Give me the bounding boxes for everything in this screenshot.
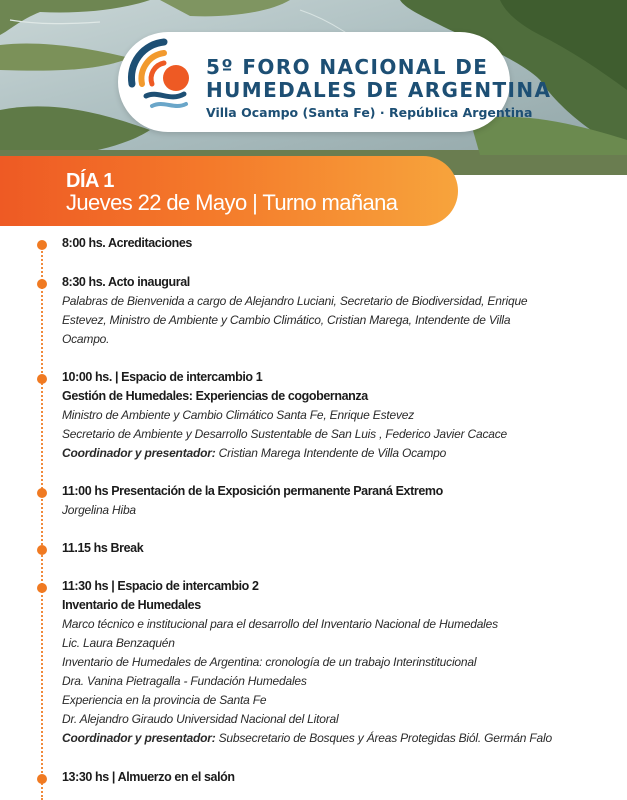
coordinator-label: Coordinador y presentador: [62, 731, 216, 745]
schedule-item [62, 234, 602, 253]
event-title-line2: HUMEDALES DE ARGENTINA [206, 78, 552, 102]
event-logo-icon [124, 38, 204, 124]
schedule-item [62, 768, 602, 787]
schedule-item [62, 539, 602, 558]
schedule-item-title: 10:00 hs. | Espacio de intercambio 1 [62, 370, 263, 384]
schedule-item-title: 11:30 hs | Espacio de intercambio 2 [62, 579, 259, 593]
schedule-item-coordinator [62, 444, 602, 463]
schedule-item-line: Dr. Alejandro Giraudo Universidad Nacional del Litoral [62, 712, 339, 726]
schedule-item-description: Palabras de Bienvenida a cargo de Alejandro Luciani, Secretario de Biodiversidad, Enrique Estevez, Ministro de Ambiente y Cambio Climático, Cristian Marega, Intendente de Villa Ocampo. [62, 294, 528, 346]
schedule-item-line: Ministro de Ambiente y Cambio Climático Santa Fe, Enrique Estevez [62, 408, 415, 422]
timeline-dot [37, 488, 47, 498]
schedule-item-subtitle: Inventario de Humedales [62, 598, 201, 612]
day-label: DÍA 1 [66, 170, 114, 192]
schedule-item-line: Marco técnico e institucional para el desarrollo del Inventario Nacional de Humedales [62, 617, 498, 631]
timeline-dot [37, 279, 47, 289]
coordinator-name: Cristian Marega Intendente de Villa Ocampo [215, 446, 447, 460]
schedule-item-title: 11.15 hs Break [62, 541, 144, 555]
timeline-line [41, 244, 43, 800]
schedule-item-line: Jorgelina Hiba [62, 503, 136, 517]
timeline-dot [37, 240, 47, 250]
schedule-item-line: Secretario de Ambiente y Desarrollo Sustentable de San Luis , Federico Javier Cacace [62, 427, 507, 441]
schedule-item-line: Inventario de Humedales de Argentina: cronología de un trabajo Interinstitucional [62, 655, 477, 669]
schedule-item-title: 8:30 hs. Acto inaugural [62, 275, 190, 289]
schedule-item [62, 368, 602, 463]
schedule-item-subtitle: Gestión de Humedales: Experiencias de cogobernanza [62, 389, 368, 403]
timeline-dot [37, 545, 47, 555]
schedule-item [62, 577, 602, 748]
day-date: Jueves 22 de Mayo | Turno mañana [66, 190, 398, 215]
event-title-line1: 5º FORO NACIONAL DE [206, 55, 489, 79]
coordinator-name: Subsecretario de Bosques y Áreas Protegidas Biól. Germán Falo [215, 731, 552, 745]
schedule-item [62, 482, 602, 520]
schedule-item [62, 273, 602, 349]
event-title [206, 56, 551, 102]
timeline-dot [37, 774, 47, 784]
schedule-item-line: Lic. Laura Benzaquén [62, 636, 175, 650]
timeline-dot [37, 583, 47, 593]
event-location: Villa Ocampo (Santa Fe) · República Argentina [206, 105, 533, 120]
schedule-item-line: Experiencia en la provincia de Santa Fe [62, 693, 267, 707]
schedule-item-coordinator [62, 729, 602, 748]
schedule-item-line: Dra. Vanina Pietragalla - Fundación Humedales [62, 674, 307, 688]
timeline-dot [37, 374, 47, 384]
schedule-item-title: 8:00 hs. Acreditaciones [62, 236, 192, 250]
schedule-item-title: 11:00 hs Presentación de la Exposición permanente Paraná Extremo [62, 484, 443, 498]
coordinator-label: Coordinador y presentador: [62, 446, 216, 460]
schedule-item-title: 13:30 hs | Almuerzo en el salón [62, 770, 235, 784]
